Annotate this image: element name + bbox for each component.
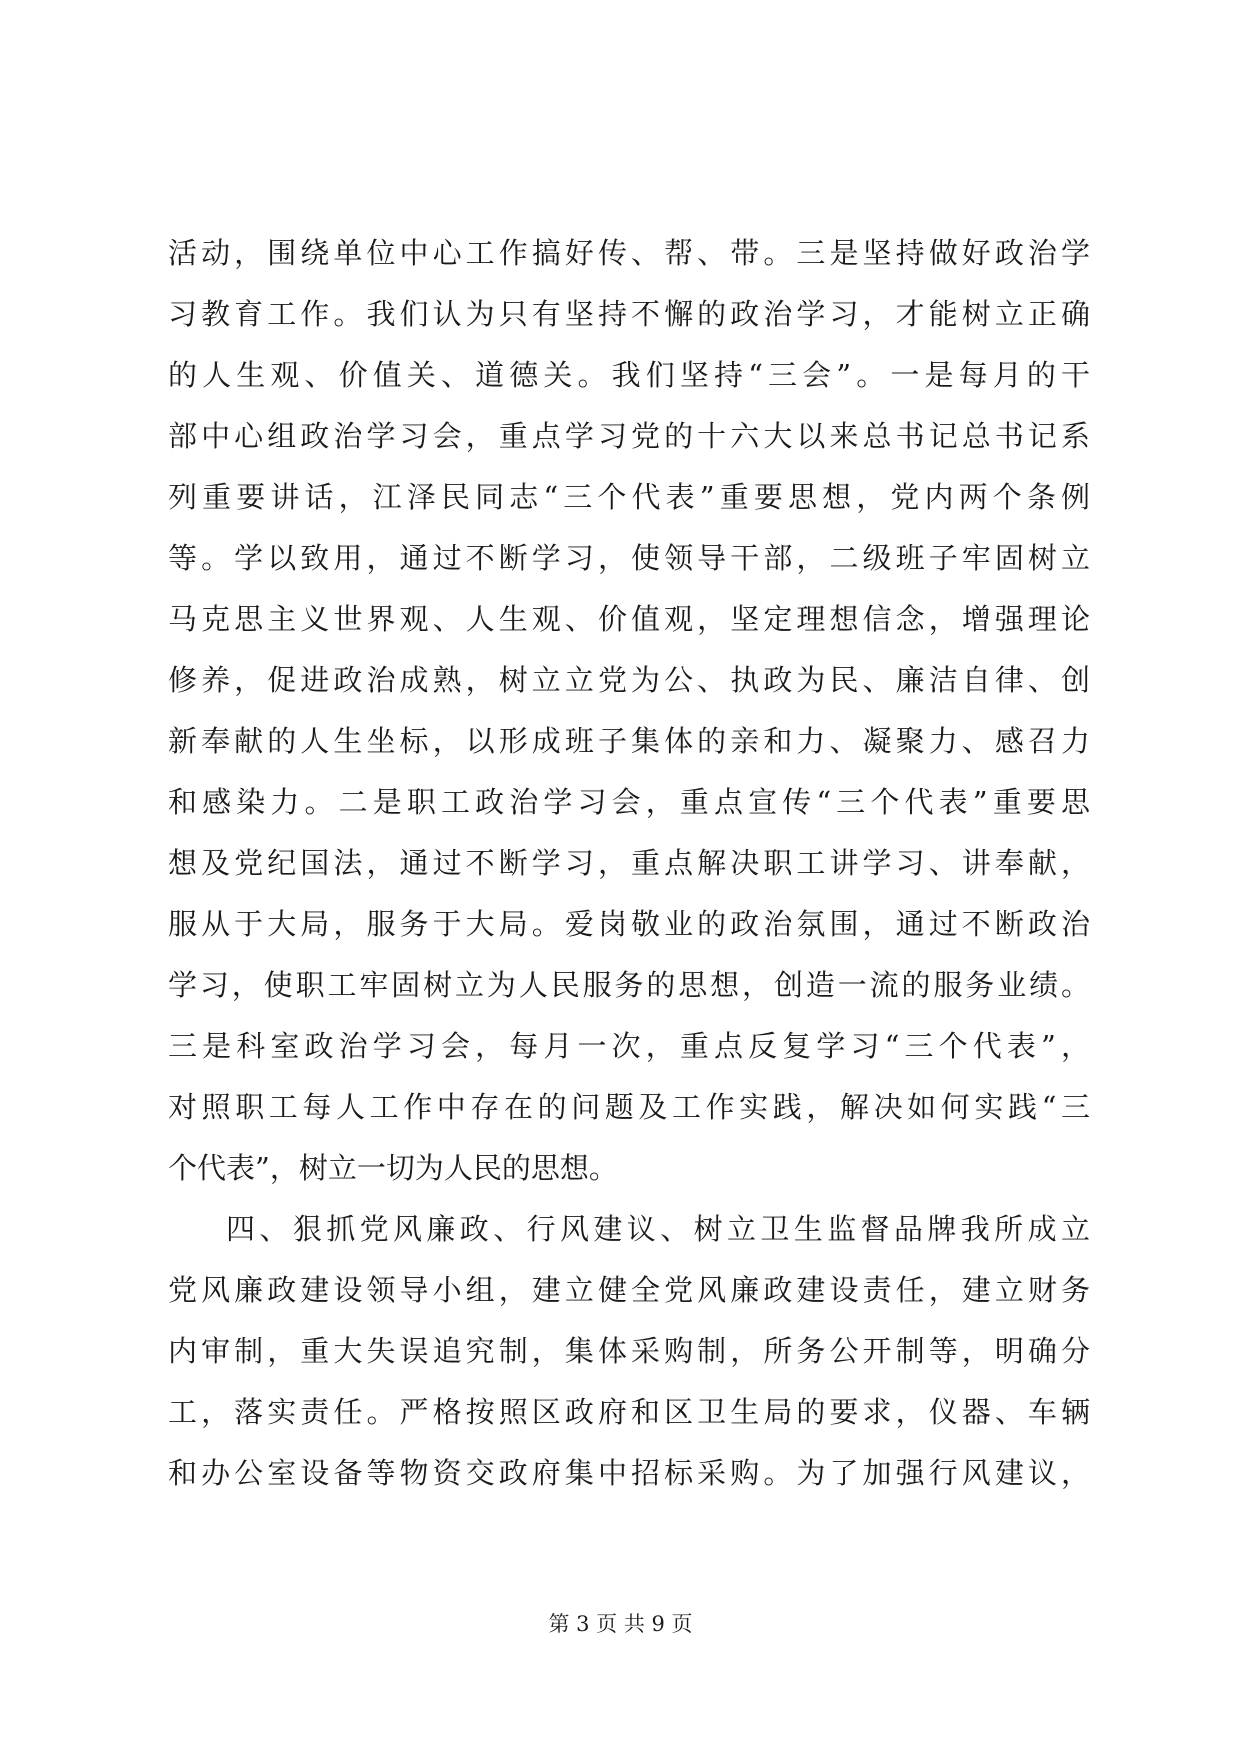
body-line: 想及党纪国法，通过不断学习，重点解决职工讲学习、讲奉献， <box>168 846 1090 880</box>
body-line: 的人生观、价值关、道德关。我们坚持“三会”。一是每月的干 <box>168 358 1090 392</box>
body-line: 工，落实责任。严格按照区政府和区卫生局的要求，仪器、车辆 <box>168 1395 1090 1429</box>
body-line: 新奉献的人生坐标，以形成班子集体的亲和力、凝聚力、感召力 <box>168 724 1090 758</box>
body-line: 对照职工每人工作中存在的问题及工作实践，解决如何实践“三 <box>168 1090 1090 1124</box>
body-line: 等。学以致用，通过不断学习，使领导干部，二级班子牢固树立 <box>168 541 1090 575</box>
body-line: 三是科室政治学习会，每月一次，重点反复学习“三个代表”， <box>168 1029 1090 1063</box>
body-line: 活动，围绕单位中心工作搞好传、帮、带。三是坚持做好政治学 <box>168 236 1090 270</box>
body-line: 习教育工作。我们认为只有坚持不懈的政治学习，才能树立正确 <box>168 297 1090 331</box>
body-line: 学习，使职工牢固树立为人民服务的思想，创造一流的服务业绩。 <box>168 968 1090 1002</box>
body-line: 列重要讲话，江泽民同志“三个代表”重要思想，党内两个条例 <box>168 480 1090 514</box>
body-line: 和办公室设备等物资交政府集中招标采购。为了加强行风建议， <box>168 1456 1090 1490</box>
body-line: 党风廉政建设领导小组，建立健全党风廉政建设责任，建立财务 <box>168 1273 1090 1307</box>
section-heading-line: 四、狠抓党风廉政、行风建议、树立卫生监督品牌我所成立 <box>226 1212 1090 1246</box>
page-number-footer: 第 3 页 共 9 页 <box>548 1612 693 1636</box>
body-line: 和感染力。二是职工政治学习会，重点宣传“三个代表”重要思 <box>168 785 1090 819</box>
body-line: 马克思主义世界观、人生观、价值观，坚定理想信念，增强理论 <box>168 602 1090 636</box>
body-line: 服从于大局，服务于大局。爱岗敬业的政治氛围，通过不断政治 <box>168 907 1090 941</box>
body-line: 部中心组政治学习会，重点学习党的十六大以来总书记总书记系 <box>168 419 1090 453</box>
document-body <box>168 223 1090 1504</box>
body-line: 内审制，重大失误追究制，集体采购制，所务公开制等，明确分 <box>168 1334 1090 1368</box>
paragraph-end-line: 个代表”，树立一切为人民的思想。 <box>168 1151 618 1185</box>
body-line: 修养，促进政治成熟，树立立党为公、执政为民、廉洁自律、创 <box>168 663 1090 697</box>
